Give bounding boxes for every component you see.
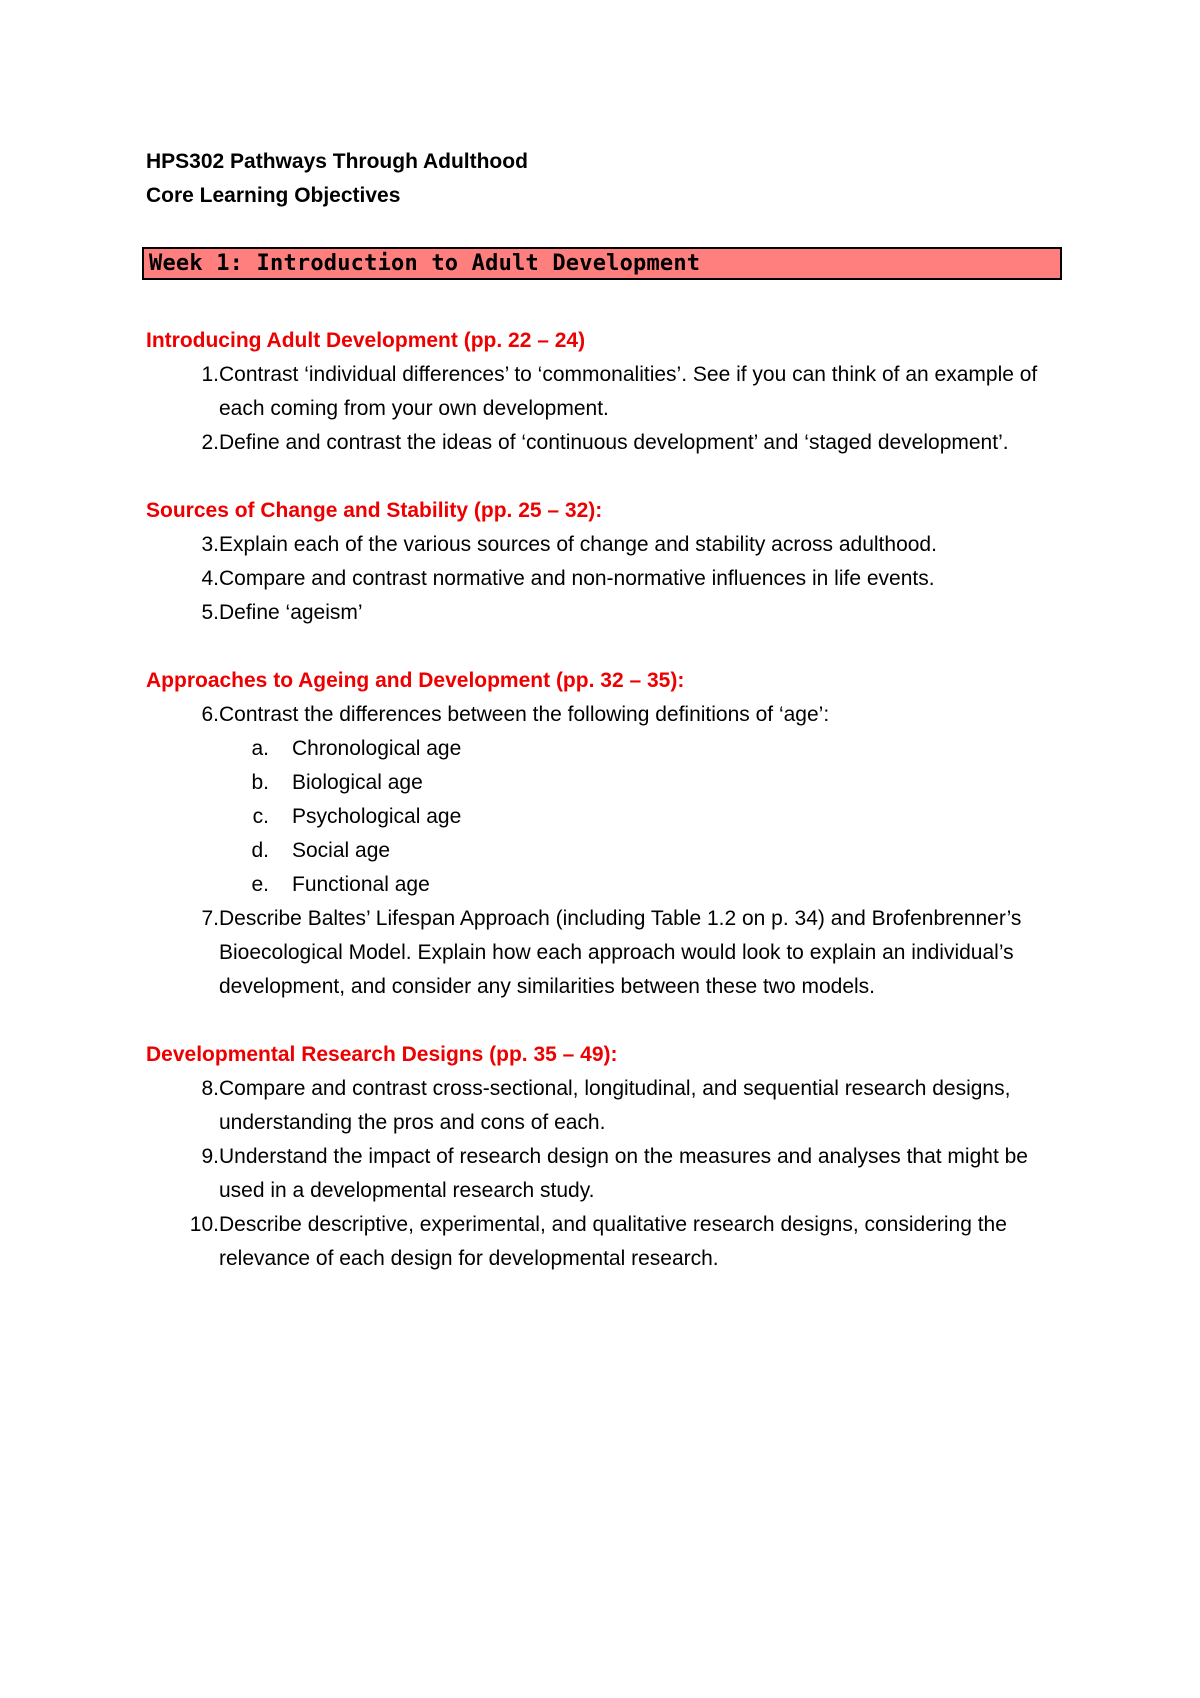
subitem-text: Psychological age bbox=[292, 805, 462, 828]
section-heading: Sources of Change and Stability (pp. 25 – 32): bbox=[146, 499, 603, 522]
objective-number: 2. bbox=[201, 431, 219, 454]
objective-section bbox=[146, 1038, 1066, 1276]
objective-text: Understand the impact of research design on the measures and analyses that might be used in a developmental research study. bbox=[219, 1145, 1028, 1202]
objective-number: 10. bbox=[189, 1213, 219, 1236]
objective-item bbox=[146, 596, 1066, 630]
subitem-letter: d. bbox=[251, 839, 269, 862]
objective-number: 1. bbox=[201, 363, 219, 386]
objective-item bbox=[146, 1208, 1066, 1276]
subitem-letter: b. bbox=[251, 771, 269, 794]
objective-text: Compare and contrast normative and non-normative influences in life events. bbox=[219, 567, 935, 590]
week-banner bbox=[142, 247, 1062, 280]
objectives-content bbox=[146, 324, 1066, 1310]
section-heading: Introducing Adult Development (pp. 22 – 24) bbox=[146, 329, 586, 352]
subitem-letter: a. bbox=[251, 737, 269, 760]
objective-section bbox=[146, 664, 1066, 1004]
objective-item bbox=[146, 562, 1066, 596]
section-heading: Developmental Research Designs (pp. 35 – 49): bbox=[146, 1043, 618, 1066]
objective-item bbox=[146, 1072, 1066, 1140]
objective-text: Describe Baltes’ Lifespan Approach (including Table 1.2 on p. 34) and Brofenbrenner’s Bioecological Model. Explain how each approach would look to explain an individual’s development, and consider any similarities between these two models. bbox=[219, 907, 1022, 998]
objective-number: 4. bbox=[201, 567, 219, 590]
objective-text: Describe descriptive, experimental, and qualitative research designs, considering the relevance of each design for developmental research. bbox=[219, 1213, 1007, 1270]
objective-number: 7. bbox=[201, 907, 219, 930]
objective-item bbox=[146, 902, 1066, 1004]
objective-subitem bbox=[146, 766, 1066, 800]
objective-text: Define and contrast the ideas of ‘continuous development’ and ‘staged development’. bbox=[219, 431, 1009, 454]
objective-subitem bbox=[146, 834, 1066, 868]
objective-item bbox=[146, 528, 1066, 562]
objective-text: Explain each of the various sources of change and stability across adulthood. bbox=[219, 533, 937, 556]
subitem-letter: e. bbox=[251, 873, 269, 896]
subitem-text: Biological age bbox=[292, 771, 423, 794]
objective-number: 8. bbox=[201, 1077, 219, 1100]
objective-subitem bbox=[146, 732, 1066, 766]
section-heading: Approaches to Ageing and Development (pp. 32 – 35): bbox=[146, 669, 685, 692]
subitem-text: Social age bbox=[292, 839, 391, 862]
objective-text: Define ‘ageism’ bbox=[219, 601, 363, 624]
document-subtitle: Core Learning Objectives bbox=[146, 184, 401, 207]
objective-number: 3. bbox=[201, 533, 219, 556]
objective-section bbox=[146, 324, 1066, 460]
objective-item bbox=[146, 698, 1066, 732]
objective-number: 9. bbox=[201, 1145, 219, 1168]
objective-number: 5. bbox=[201, 601, 219, 624]
objective-item bbox=[146, 358, 1066, 426]
objective-text: Contrast ‘individual differences’ to ‘commonalities’. See if you can think of an example of each coming from your own development. bbox=[219, 363, 1038, 420]
objective-item bbox=[146, 426, 1066, 460]
objective-text: Compare and contrast cross-sectional, longitudinal, and sequential research designs, understanding the pros and cons of each. bbox=[219, 1077, 1011, 1134]
objective-text: Contrast the differences between the following definitions of ‘age’: bbox=[219, 703, 830, 726]
subitem-text: Chronological age bbox=[292, 737, 462, 760]
course-title: HPS302 Pathways Through Adulthood bbox=[146, 150, 528, 173]
subitem-text: Functional age bbox=[292, 873, 430, 896]
objective-section bbox=[146, 494, 1066, 630]
objective-number: 6. bbox=[201, 703, 219, 726]
subitem-letter: c. bbox=[252, 805, 269, 828]
document-header bbox=[146, 145, 528, 213]
objective-subitem bbox=[146, 800, 1066, 834]
objective-item bbox=[146, 1140, 1066, 1208]
objective-subitem bbox=[146, 868, 1066, 902]
week-title: Week 1: Introduction to Adult Development bbox=[149, 250, 701, 276]
